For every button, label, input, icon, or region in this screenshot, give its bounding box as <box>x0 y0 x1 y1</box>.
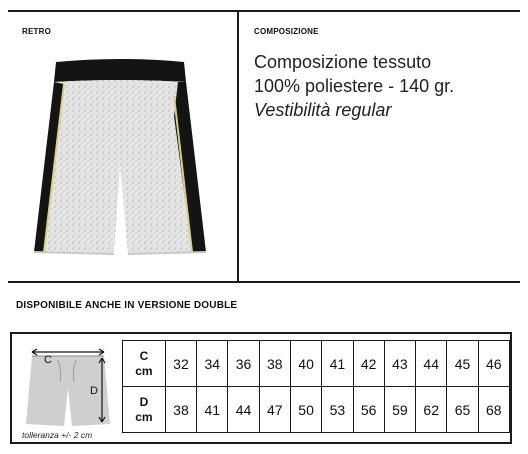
retro-label: RETRO <box>22 27 51 36</box>
double-version-label: DISPONIBILE ANCHE IN VERSIONE DOUBLE <box>16 300 238 311</box>
table-cell: 42 <box>353 341 384 387</box>
size-chart-box <box>10 332 512 444</box>
tolerance-note: tolleranza +/- 2 cm <box>22 430 93 440</box>
table-cell: 62 <box>416 387 447 433</box>
c-measure-label: C <box>44 354 52 366</box>
table-cell: 38 <box>259 341 290 387</box>
table-cell: 59 <box>384 387 415 433</box>
composition-line-material: 100% poliestere - 140 gr. <box>254 76 455 96</box>
table-cell: 50 <box>290 387 321 433</box>
table-row-d <box>123 387 510 433</box>
table-cell: 47 <box>259 387 290 433</box>
table-row-c <box>123 341 510 387</box>
shorts-measurement-diagram <box>24 342 112 426</box>
row-unit: cm <box>135 363 153 378</box>
size-table <box>122 340 510 433</box>
table-cell: 65 <box>447 387 478 433</box>
table-cell: 43 <box>384 341 415 387</box>
shorts-back-illustration <box>30 56 210 256</box>
row-unit: cm <box>135 409 153 424</box>
table-cell: 44 <box>228 387 259 433</box>
table-cell: 46 <box>478 341 509 387</box>
table-cell: 41 <box>322 341 353 387</box>
row-key: D <box>139 394 149 409</box>
row-key: C <box>139 348 149 363</box>
composition-line-fabric: Composizione tessuto <box>254 52 432 72</box>
table-cell: 36 <box>228 341 259 387</box>
composizione-label: COMPOSIZIONE <box>254 27 319 36</box>
shorts-back-icon <box>30 56 210 256</box>
d-measure-label: D <box>90 385 98 397</box>
row-header-d <box>123 387 166 433</box>
table-cell: 41 <box>197 387 228 433</box>
table-cell: 34 <box>197 341 228 387</box>
waistband <box>54 59 186 82</box>
shorts-measure-icon <box>24 342 112 426</box>
table-cell: 56 <box>353 387 384 433</box>
vertical-divider <box>237 10 239 282</box>
table-cell: 53 <box>322 387 353 433</box>
table-cell: 32 <box>165 341 196 387</box>
composition-line-fit: Vestibilità regular <box>254 100 392 120</box>
composition-text <box>254 50 514 122</box>
table-cell: 40 <box>290 341 321 387</box>
row-header-c <box>123 341 166 387</box>
table-cell: 44 <box>416 341 447 387</box>
top-divider <box>8 10 520 12</box>
middle-divider <box>8 281 520 283</box>
table-cell: 38 <box>165 387 196 433</box>
table-cell: 68 <box>478 387 509 433</box>
table-cell: 45 <box>447 341 478 387</box>
